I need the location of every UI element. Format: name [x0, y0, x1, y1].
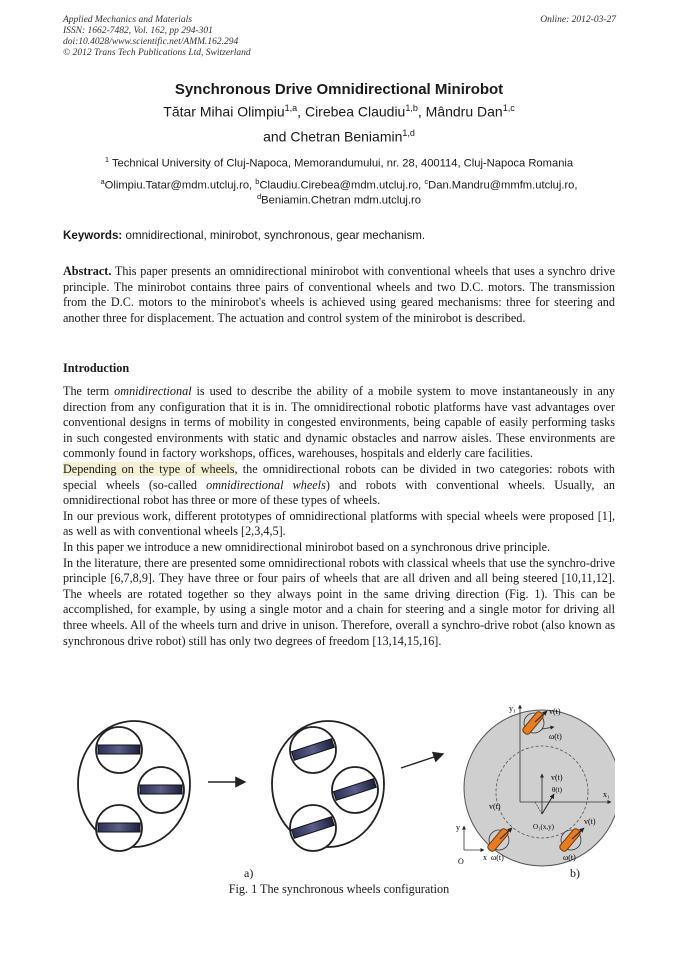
author-sup: 1,c [502, 103, 515, 113]
axis-label: x₁ [603, 790, 610, 799]
email-sup: a [100, 177, 105, 186]
angular-velocity-label: ω(t) [563, 853, 576, 862]
origin-label: O₁(x,y) [533, 823, 554, 831]
author-sep: , [417, 103, 426, 120]
axis-label: O [458, 857, 464, 866]
text-run: ) and robots with conventional wheels. Usually, an omnidirectional robot has three or more of these types of wheels. [63, 477, 615, 508]
arrow-2 [401, 754, 443, 768]
email-link[interactable]: Claudiu.Cirebea@mdm.utcluj.ro, [259, 179, 425, 192]
velocity-label: v(t) [584, 817, 596, 826]
velocity-label: v(t) [489, 802, 501, 811]
velocity-label: v(t) [551, 773, 563, 782]
journal-header [63, 15, 251, 59]
author-sup: 1,b [405, 103, 418, 113]
author-and: and [263, 128, 291, 145]
author-line-2 [0, 128, 678, 145]
keywords [63, 228, 615, 244]
paragraph: In our previous work, different prototypes of omnidirectional platforms with special wheels were proposed [1], as well as with conventional wheels [2,3,4,5]. [63, 508, 615, 539]
online-date: Online: 2012-03-27 [540, 15, 616, 25]
text-run: is used to describe the ability of a mobile system to move instantaneously in any direction from any configuration that it is in. The omnidirectional robotic platforms have vast advantages over conventional designs in terms of mobility in congested environments, being capable of easily performing tasks in such congested environments with static and dynamic obstacles and narrow aisles. These environments are commonly found in factory workshops, offices, warehouses, hospitals and elderly care facilities. [63, 384, 615, 461]
author-sup: 1,d [402, 128, 415, 138]
text-run: The term [63, 384, 115, 398]
keywords-label: Keywords: [63, 229, 123, 242]
text-run: , the omnidirectional robots can be divided in two categories: robots with special wheels (so-called [63, 461, 615, 492]
author-sup: 1,a [284, 103, 298, 113]
journal-name: Applied Mechanics and Materials [63, 15, 193, 25]
email-link[interactable]: Olimpiu.Tatar@mdm.utcluj.ro, [104, 179, 256, 192]
emphasis: omnidirectional [114, 384, 192, 398]
velocity-label: v(t) [549, 707, 561, 716]
author-line-1 [0, 103, 678, 120]
paragraph [63, 384, 615, 462]
email-sup: c [424, 177, 429, 186]
subfigure-label-a: a) [244, 866, 254, 880]
kinematic-diagram [456, 704, 615, 866]
journal-doi: doi:10.4028/www.scientific.net/AMM.162.294 [63, 37, 239, 47]
paper-title: Synchronous Drive Omnidirectional Minirobot [174, 81, 504, 98]
journal-issn: ISSN: 1662-7482, Vol. 162, pp 294-301 [63, 26, 213, 36]
paragraph: In this paper we introduce a new omnidirectional minirobot based on a synchronous drive principle. [63, 539, 551, 554]
subfigure-label-b: b) [570, 866, 580, 880]
abstract-text: This paper presents an omnidirectional minirobot with conventional wheels that uses a synchro drive principle. The minirobot contains three pairs of conventional wheels and two D.C. motors. The transmission from the D.C. motors to the minirobot's wheels is achieved using geared mechanisms: three for steering and another three for displacement. The actuation and control system of the minirobot is described. [63, 264, 615, 325]
intro-paragraphs [63, 384, 615, 649]
journal-copyright: © 2012 Trans Tech Publications Ltd, Switzerland [63, 48, 251, 58]
theta-label: θ(t) [552, 786, 562, 794]
figure-graphic [63, 702, 615, 867]
author-name: Chetran Beniamin [290, 128, 403, 145]
config-1-diagram [78, 721, 190, 851]
email-line-2 [0, 192, 678, 207]
paragraph [63, 462, 615, 509]
email-line-1 [0, 177, 678, 192]
figure-1 [63, 702, 615, 872]
abstract-label: Abstract. [63, 264, 112, 278]
email-sup: b [255, 177, 260, 186]
angular-velocity-label: ω(t) [549, 732, 562, 741]
email-sup: d [257, 192, 262, 201]
figure-caption: Fig. 1 The synchronous wheels configuration [228, 882, 450, 896]
section-heading: Introduction [63, 361, 130, 375]
affiliation [0, 155, 678, 170]
author-sep: , [297, 103, 305, 120]
email-link[interactable]: Dan.Mandru@mmfm.utcluj.ro, [428, 179, 578, 192]
affiliation-text: Technical University of Cluj-Napoca, Memorandumului, nr. 28, 400114, Cluj-Napoca Romania [111, 157, 574, 170]
angular-velocity-label: ω(t) [491, 853, 504, 862]
highlighted-text: Depending on the type of wheels [63, 461, 235, 476]
axis-label: x [483, 853, 487, 862]
author-name: Mândru Dan [425, 103, 503, 120]
emphasis: omnidirectional wheels [206, 477, 326, 492]
affiliation-sup: 1 [104, 155, 110, 164]
paragraph: In the literature, there are presented some omnidirectional robots with classical wheels that use the synchro-drive principle [6,7,8,9]. They have three or four pairs of wheels that are all driven and all being steered [10,11,12]. The wheels are rotated together so they always point in the same driving direction (Fig. 1). This can be accomplished, for example, by using a single motor and a chain for steering and a single motor for driving all three wheels. All of the wheels turn and drive in unison. Therefore, overall a synchro-drive robot (also known as synchronous drive robot) still has only two degrees of freedom [13,14,15,16]. [63, 555, 615, 648]
author-name: Cirebea Claudiu [304, 103, 406, 120]
abstract [63, 264, 615, 326]
axis-label: y₁ [509, 704, 516, 713]
keywords-text: omnidirectional, minirobot, synchronous, gear mechanism. [122, 229, 426, 242]
config-2-diagram [272, 721, 384, 851]
email-link[interactable]: Beniamin.Chetran mdm.utcluj.ro [261, 194, 421, 207]
author-name: Tătar Mihai Olimpiu [163, 103, 285, 120]
axis-label: y [456, 823, 460, 832]
